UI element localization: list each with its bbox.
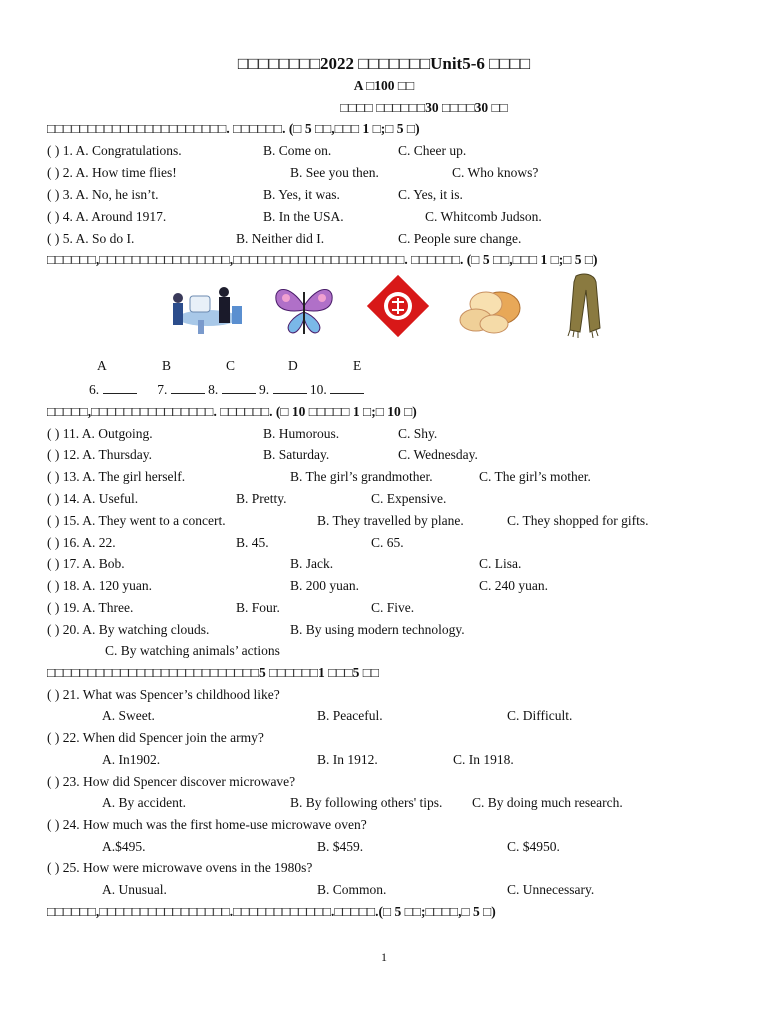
cookies-picture xyxy=(458,284,524,336)
q22-b: B. In 1912. xyxy=(317,752,378,767)
q22-a: A. In1902. xyxy=(102,752,161,767)
q16-b: B. 45. xyxy=(236,535,269,550)
blank-6-field[interactable] xyxy=(103,381,137,394)
q15-a: ( ) 15. A. They went to a concert. xyxy=(47,513,226,528)
q4-a: ( ) 4. A. Around 1917. xyxy=(47,209,167,224)
q4-c: C. Whitcomb Judson. xyxy=(425,209,542,224)
exam-title: □□□□□□□□2022 □□□□□□□Unit5-6 □□□□ xyxy=(237,54,531,73)
paper-a-label: A □100 □□ xyxy=(353,78,415,93)
q11-c: C. Shy. xyxy=(398,426,438,441)
q5-c: C. People sure change. xyxy=(398,231,522,246)
section-3-instructions: □□□□□,□□□□□□□□□□□□□□□. □□□□□□. (□ 10 □□□□□ 1 □;□ 10 □) xyxy=(47,404,417,419)
picture-label-e: E xyxy=(353,358,362,373)
q17-c: C. Lisa. xyxy=(479,556,522,571)
q23-stem: ( ) 23. How did Spencer discover microwave? xyxy=(47,774,296,789)
q14-b: B. Pretty. xyxy=(236,491,287,506)
q20-a: ( ) 20. A. By watching clouds. xyxy=(47,622,210,637)
blank-10-label: 10. xyxy=(309,382,327,397)
blank-8-field[interactable] xyxy=(222,381,256,394)
q12-b: B. Saturday. xyxy=(263,447,330,462)
q24-a: A.$495. xyxy=(102,839,146,854)
q17-a: ( ) 17. A. Bob. xyxy=(47,556,125,571)
q25-b: B. Common. xyxy=(317,882,387,897)
q21-stem: ( ) 21. What was Spencer’s childhood like? xyxy=(47,687,280,702)
q20-c: C. By watching animals’ actions xyxy=(105,643,280,658)
q18-a: ( ) 18. A. 120 yuan. xyxy=(47,578,152,593)
q2-b: B. See you then. xyxy=(290,165,379,180)
q2-a: ( ) 2. A. How time flies! xyxy=(47,165,177,180)
q3-a: ( ) 3. A. No, he isn’t. xyxy=(47,187,159,202)
page-number: 1 xyxy=(381,950,387,964)
blank-8-label: 8. xyxy=(208,382,219,397)
blank-9-field[interactable] xyxy=(273,381,307,394)
q3-b: B. Yes, it was. xyxy=(263,187,340,202)
q12-c: C. Wednesday. xyxy=(398,447,478,462)
part-one-heading: □□□□ □□□□□□30 □□□□30 □□ xyxy=(340,100,508,115)
section-1-instructions: □□□□□□□□□□□□□□□□□□□□□□. □□□□□□. (□ 5 □□,□□□ 1 □;□ 5 □) xyxy=(47,121,420,136)
people-meeting-picture xyxy=(168,282,248,338)
q11-b: B. Humorous. xyxy=(263,426,340,441)
q16-c: C. 65. xyxy=(371,535,404,550)
q21-c: C. Difficult. xyxy=(507,708,573,723)
q24-stem: ( ) 24. How much was the first home-use microwave oven? xyxy=(47,817,367,832)
q24-c: C. $4950. xyxy=(507,839,560,854)
section-4-instructions: □□□□□□□□□□□□□□□□□□□□□□□□□□5 □□□□□□1 □□□5 □□ xyxy=(47,665,380,680)
scarf-picture xyxy=(562,272,608,338)
q3-c: C. Yes, it is. xyxy=(398,187,463,202)
q1-c: C. Cheer up. xyxy=(398,143,467,158)
q4-b: B. In the USA. xyxy=(263,209,344,224)
q5-a: ( ) 5. A. So do I. xyxy=(47,231,135,246)
q19-b: B. Four. xyxy=(236,600,280,615)
q25-c: C. Unnecessary. xyxy=(507,882,595,897)
blank-6-label: 6. xyxy=(89,382,100,397)
blank-7-label: 7. xyxy=(157,382,168,397)
q19-c: C. Five. xyxy=(371,600,415,615)
q15-b: B. They travelled by plane. xyxy=(317,513,464,528)
butterfly-kite-picture xyxy=(272,282,336,340)
q14-c: C. Expensive. xyxy=(371,491,447,506)
q23-b: B. By following others' tips. xyxy=(290,795,443,810)
picture-label-b: B xyxy=(162,358,172,373)
q11-a: ( ) 11. A. Outgoing. xyxy=(47,426,153,441)
q14-a: ( ) 14. A. Useful. xyxy=(47,491,139,506)
picture-label-d: D xyxy=(288,358,298,373)
q23-a: A. By accident. xyxy=(102,795,186,810)
picture-label-a: A xyxy=(97,358,107,373)
q19-a: ( ) 19. A. Three. xyxy=(47,600,134,615)
q17-b: B. Jack. xyxy=(290,556,334,571)
q16-a: ( ) 16. A. 22. xyxy=(47,535,116,550)
q2-c: C. Who knows? xyxy=(452,165,539,180)
q21-b: B. Peaceful. xyxy=(317,708,383,723)
blank-10-field[interactable] xyxy=(330,381,364,394)
q15-c: C. They shopped for gifts. xyxy=(507,513,649,528)
q22-stem: ( ) 22. When did Spencer join the army? xyxy=(47,730,264,745)
q21-a: A. Sweet. xyxy=(102,708,155,723)
q24-b: B. $459. xyxy=(317,839,364,854)
blank-7-field[interactable] xyxy=(171,381,205,394)
section-2-instructions: □□□□□□,□□□□□□□□□□□□□□□□,□□□□□□□□□□□□□□□□□□□□□. □□□□□□. (□ 5 □□,□□□ 1 □;□ 5 □) xyxy=(47,252,598,267)
q1-a: ( ) 1. A. Congratulations. xyxy=(47,143,182,158)
q25-a: A. Unusual. xyxy=(102,882,167,897)
q22-c: C. In 1918. xyxy=(453,752,514,767)
blank-9-label: 9. xyxy=(259,382,270,397)
q23-c: C. By doing much research. xyxy=(472,795,623,810)
q13-a: ( ) 13. A. The girl herself. xyxy=(47,469,186,484)
q25-stem: ( ) 25. How were microwave ovens in the 1980s? xyxy=(47,860,313,875)
q1-b: B. Come on. xyxy=(263,143,332,158)
section-5-instructions: □□□□□□,□□□□□□□□□□□□□□□□.□□□□□□□□□□□□.□□□□□.(□ 5 □□;□□□□,□ 5 □) xyxy=(47,904,496,919)
q5-b: B. Neither did I. xyxy=(236,231,325,246)
q13-c: C. The girl’s mother. xyxy=(479,469,591,484)
q18-c: C. 240 yuan. xyxy=(479,578,548,593)
q20-b: B. By using modern technology. xyxy=(290,622,465,637)
picture-label-c: C xyxy=(226,358,236,373)
paper-cutting-picture xyxy=(362,272,434,340)
q13-b: B. The girl’s grandmother. xyxy=(290,469,433,484)
q12-a: ( ) 12. A. Thursday. xyxy=(47,447,152,462)
answer-blanks-row xyxy=(89,381,364,398)
q18-b: B. 200 yuan. xyxy=(290,578,359,593)
